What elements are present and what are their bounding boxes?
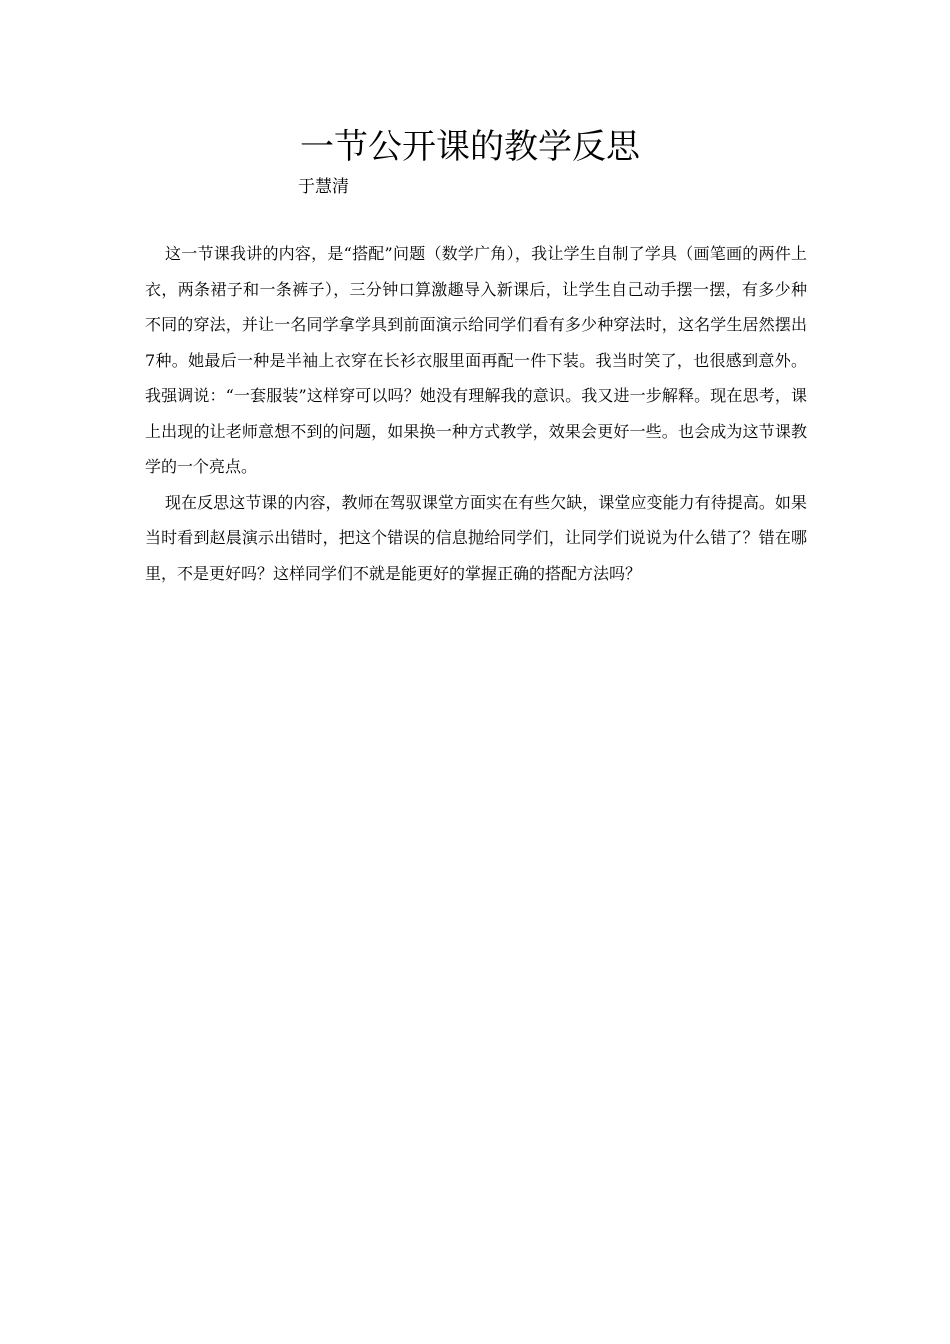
document-author: 于慧清 [298,177,349,197]
document-title: 一节公开课的教学反思 [300,127,640,167]
document-body [145,236,807,591]
body-paragraph: 这一节课我讲的内容，是“搭配”问题（数学广角），我让学生自制了学具（画笔画的两件上衣，两条裙子和一条裤子），三分钟口算激趣导入新课后，让学生自己动手摆一摆，有多少种不同的穿法，并让一名同学拿学具到前面演示给同学们看有多少种穿法时，这名学生居然摆出7种。她最后一种是半袖上衣穿在长衫衣服里面再配一件下装。我当时笑了，也很感到意外。我强调说：“一套服装”这样穿可以吗？她没有理解我的意识。我又进一步解释。现在思考，课上出现的让老师意想不到的问题，如果换一种方式教学，效果会更好一些。也会成为这节课教学的一个亮点。 [145,244,807,476]
body-paragraph: 现在反思这节课的内容，教师在驾驭课堂方面实在有些欠缺，课堂应变能力有待提高。如果当时看到赵晨演示出错时，把这个错误的信息抛给同学们，让同学们说说为什么错了？错在哪里，不是更好吗？这样同学们不就是能更好的掌握正确的搭配方法吗？ [145,492,807,583]
